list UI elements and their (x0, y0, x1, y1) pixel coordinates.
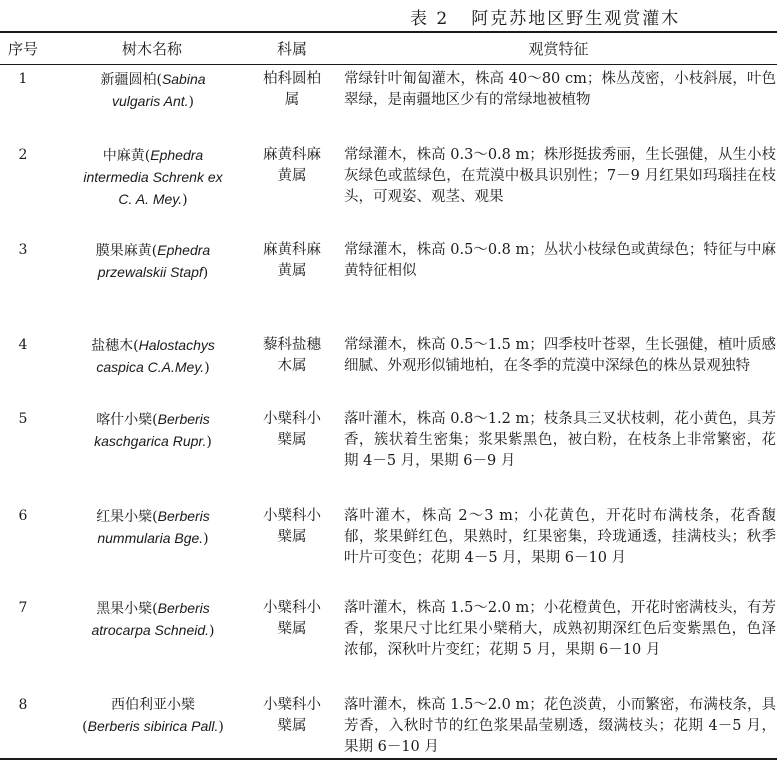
bottom-rule (0, 758, 777, 760)
family-genus: 藜科盐穗 木属 (263, 337, 321, 374)
table-number: 表 2 (410, 9, 450, 29)
header-rule (0, 64, 777, 65)
row-number: 1 (18, 71, 28, 87)
row-number: 3 (18, 242, 28, 258)
tree-name: 西伯利亚小檗 (Berberis sibirica Pall.) (82, 697, 224, 735)
row-number: 2 (18, 147, 28, 163)
ornamental-feature: 常绿灌木，株高 0.5～1.5 m；四季枝叶苍翠，生长强健，植叶质感细腻、外观形似铺地柏，在冬季的荒漠中深绿色的株丛景观独特 (344, 337, 776, 374)
tree-name: 黑果小檗(Berberis atrocarpa Schneid.) (91, 600, 215, 639)
ornamental-feature: 落叶灌木，株高 1.5～2.0 m；花色淡黄，小而繁密，布满枝条，具芳香，入秋时节的红色浆果晶莹剔透，缀满枝头；花期 4－5 月，果期 6－10 月 (344, 697, 776, 755)
header-name: 树木名称 (121, 40, 182, 58)
top-rule (0, 31, 777, 33)
row-number: 7 (18, 600, 28, 616)
header-family: 科属 (276, 40, 307, 58)
ornamental-feature: 落叶灌木，株高 1.5～2.0 m；小花橙黄色，开花时密满枝头，有芳香，浆果尺寸比红果小檗稍大，成熟初期深红色后变紫黑色，色泽浓郁，深秋叶片变红；花期 5 月，果期 6－10 月 (344, 600, 776, 658)
tree-name: 中麻黄(Ephedra intermedia Schrenk ex C. A. Mey.) (83, 147, 223, 208)
row-number: 5 (18, 411, 28, 427)
table-caption: 阿克苏地区野生观赏灌木 (471, 9, 681, 29)
ornamental-feature: 常绿针叶匍匐灌木，株高 40～80 cm；株丛茂密，小枝斜展，叶色翠绿，是南疆地区少有的常绿地被植物 (344, 71, 776, 108)
tree-name: 盐穗木(Halostachys caspica C.A.Mey.) (91, 337, 215, 376)
family-genus: 麻黄科麻 黄属 (263, 242, 321, 279)
tree-name: 喀什小檗(Berberis kaschgarica Rupr.) (94, 411, 212, 450)
row-number: 8 (18, 697, 28, 713)
family-genus: 麻黄科麻 黄属 (263, 147, 321, 184)
tree-name: 膜果麻黄(Ephedra przewalskii Stapf) (95, 242, 211, 281)
family-genus: 小檗科小 檗属 (263, 411, 321, 448)
row-number: 6 (18, 508, 28, 524)
family-genus: 小檗科小 檗属 (263, 697, 321, 734)
row-number: 4 (18, 337, 28, 353)
table-title (410, 4, 680, 29)
header-no: 序号 (7, 40, 38, 58)
tree-name: 新疆圆柏(Sabina vulgaris Ant.) (100, 71, 206, 110)
header-feature: 观赏特征 (528, 40, 589, 58)
ornamental-feature: 落叶灌木，株高 0.8～1.2 m；枝条具三叉状枝刺，花小黄色，具芳香，簇状着生密集；浆果紫黑色，被白粉，在枝条上非常繁密，花期 4－5 月，果期 6－9 月 (344, 411, 776, 469)
family-genus: 小檗科小 檗属 (263, 600, 321, 637)
ornamental-feature: 常绿灌木，株高 0.3～0.8 m；株形挺拔秀丽，生长强健，从生小枝灰绿色或蓝绿色，在荒漠中极具识别性；7－9 月红果如玛瑙挂在枝头，可观姿、观茎、观果 (344, 147, 776, 205)
tree-name: 红果小檗(Berberis nummularia Bge.) (96, 508, 210, 547)
ornamental-feature: 落叶灌木，株高 2～3 m；小花黄色，开花时布满枝条，花香馥郁，浆果鲜红色，果熟时，红果密集，玲珑通透，挂满枝头；秋季叶片可变色；花期 4－5 月，果期 6－10 月 (344, 508, 776, 566)
family-genus: 小檗科小 檗属 (263, 508, 321, 545)
family-genus: 柏科圆柏 属 (263, 71, 321, 108)
ornamental-feature: 常绿灌木，株高 0.5～0.8 m；丛状小枝绿色或黄绿色；特征与中麻黄特征相似 (344, 242, 776, 279)
